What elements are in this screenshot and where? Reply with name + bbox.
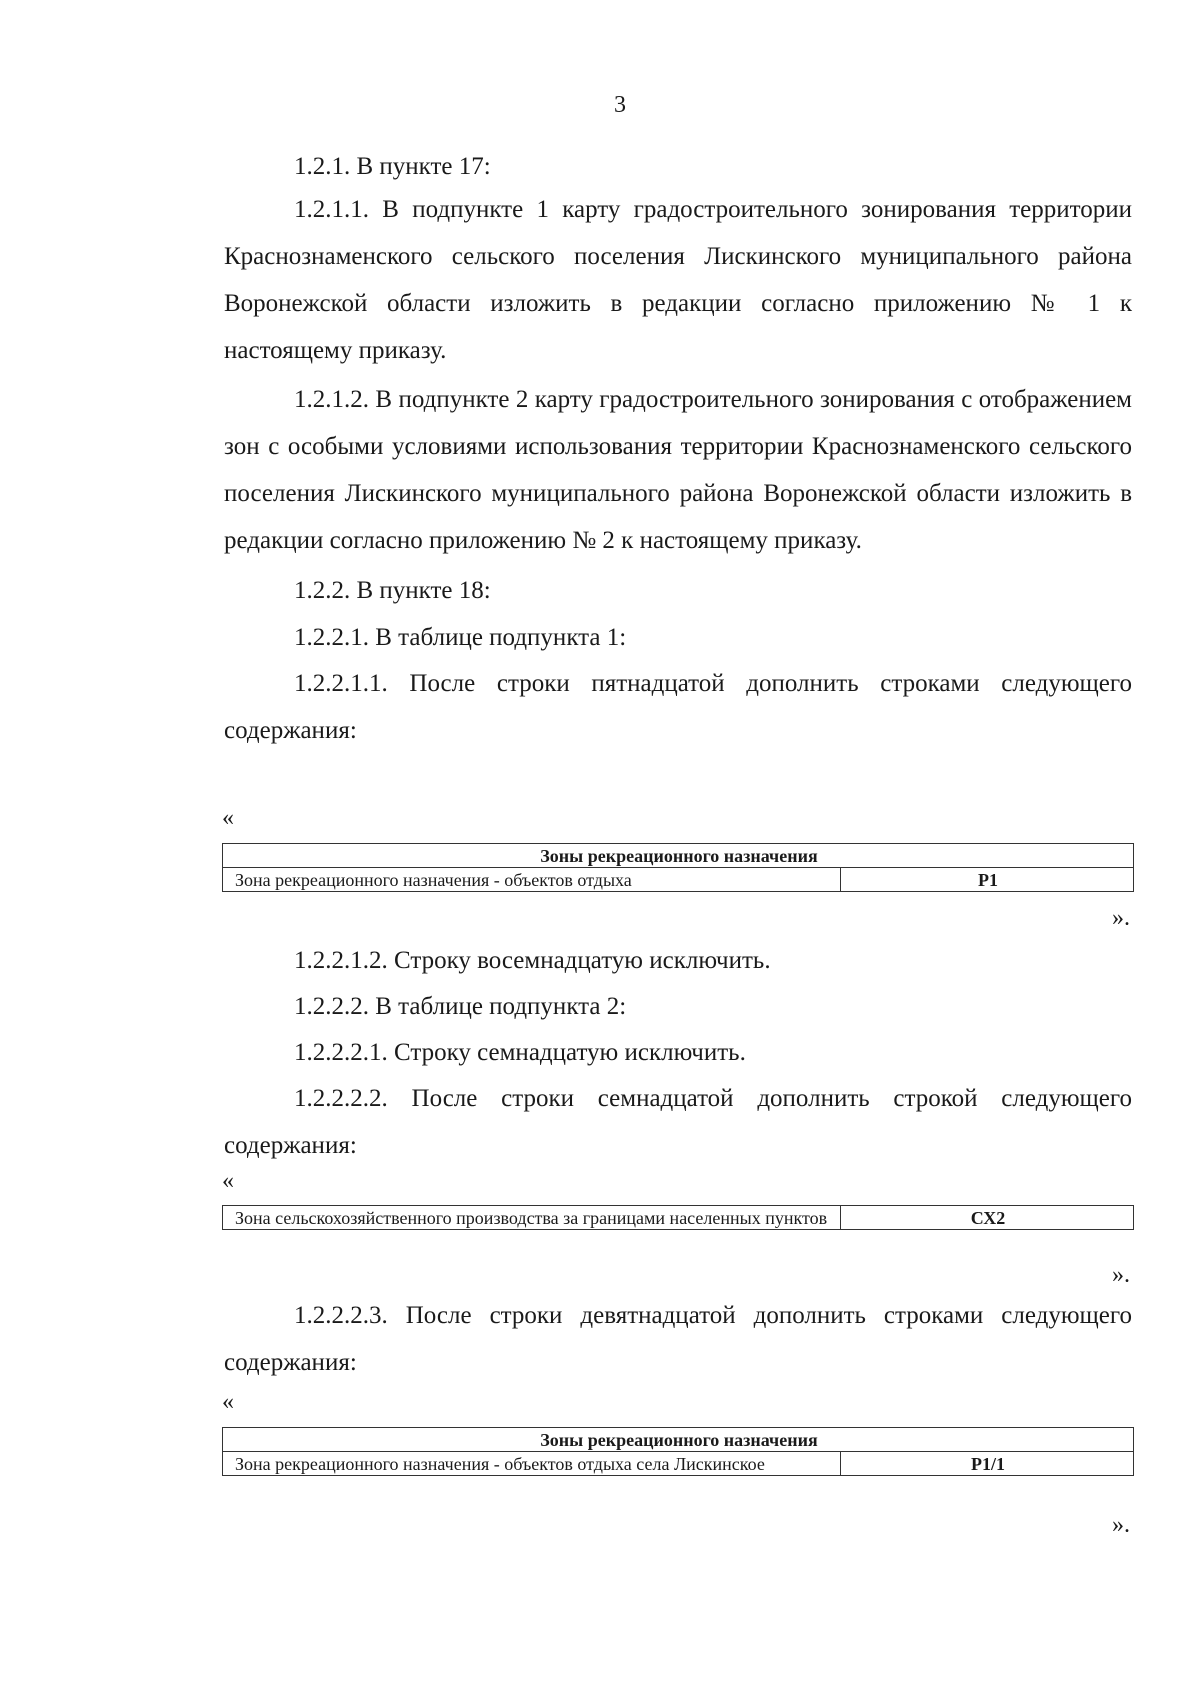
paragraph-1-2-2-1: 1.2.2.1. В таблице подпункта 1:: [294, 624, 627, 651]
quote-open-2: «: [222, 1168, 234, 1194]
quote-close-3: ».: [1112, 1512, 1130, 1538]
section-header: Зоны рекреационного назначения: [223, 844, 1134, 868]
section-header: Зоны рекреационного назначения: [223, 1428, 1134, 1452]
zone-table-1: [222, 843, 1134, 892]
quote-open-3: «: [222, 1389, 234, 1415]
paragraph-1-2-2: 1.2.2. В пункте 18:: [294, 577, 491, 604]
quote-close-2: ».: [1112, 1262, 1130, 1288]
table-row: [223, 1428, 1134, 1452]
paragraph-1-2-2-1-1: 1.2.2.1.1. После строки пятнадцатой дополнить строками следующего содержания:: [224, 670, 1132, 744]
zone-name: Зона рекреационного назначения - объектов отдыха села Лискинское: [223, 1452, 841, 1476]
zone-table-3: [222, 1427, 1134, 1476]
zone-code: Р1: [841, 868, 1134, 892]
paragraph-1-2-2-1-2: 1.2.2.1.2. Строку восемнадцатую исключить.: [294, 947, 771, 974]
paragraph-1-2-2-2-1: 1.2.2.2.1. Строку семнадцатую исключить.: [294, 1039, 746, 1066]
paragraph-1-2-1-2: 1.2.1.2. В подпункте 2 карту градостроительного зонирования с отображением зон с особыми условиями использования территории Краснознаменского сельского поселения Лискинского муниципального района Воронежской области изложить в редакции согласно приложению № 2 к настоящему приказу.: [224, 386, 1132, 554]
table-row: [223, 1452, 1134, 1476]
page-number: 3: [614, 92, 626, 118]
zone-code: СХ2: [841, 1206, 1134, 1230]
zone-code: Р1/1: [841, 1452, 1134, 1476]
paragraph-1-2-2-2-2: 1.2.2.2.2. После строки семнадцатой дополнить строкой следующего содержания:: [224, 1085, 1132, 1159]
paragraph-1-2-1-1: 1.2.1.1. В подпункте 1 карту градостроительного зонирования территории Краснознаменского сельского поселения Лискинского муниципального района Воронежской области изложить в редакции согласно приложению № 1 к настоящему приказу.: [224, 196, 1132, 364]
table-row: [223, 1206, 1134, 1230]
table-row: [223, 868, 1134, 892]
paragraph-1-2-2-2: 1.2.2.2. В таблице подпункта 2:: [294, 993, 627, 1020]
quote-close-1: ».: [1112, 905, 1130, 931]
paragraph-1-2-2-2-3: 1.2.2.2.3. После строки девятнадцатой дополнить строками следующего содержания:: [224, 1302, 1132, 1376]
zone-name: Зона рекреационного назначения - объектов отдыха: [223, 868, 841, 892]
table-row: [223, 844, 1134, 868]
zone-name: Зона сельскохозяйственного производства за границами населенных пунктов: [223, 1206, 841, 1230]
zone-table-2: [222, 1205, 1134, 1230]
paragraph-1-2-1: 1.2.1. В пункте 17:: [294, 153, 491, 180]
quote-open-1: «: [222, 805, 234, 831]
